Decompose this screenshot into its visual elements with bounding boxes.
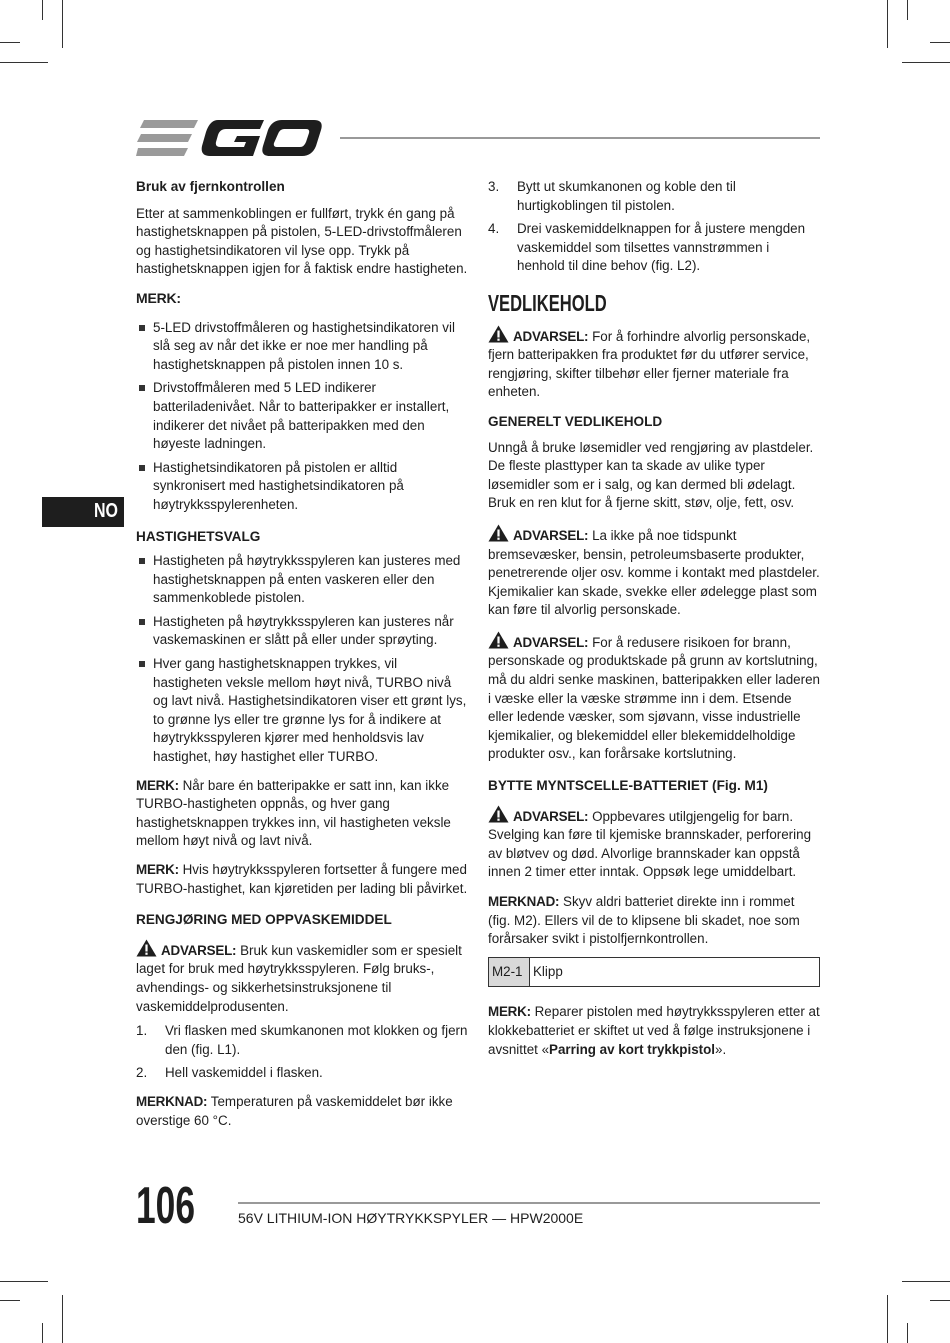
left-column	[136, 178, 468, 1130]
crop-mark	[907, 0, 908, 20]
crop-mark	[907, 1323, 908, 1343]
merknad-text: Skyv aldri batteriet direkte inn i rommet (fig. M2). Ellers vil de to klipsene bli skadet, noe som forårsaker svikt i pistolfjernkontrollen.	[488, 894, 800, 947]
warning-2	[488, 524, 820, 620]
warning-triangle-icon	[488, 805, 509, 823]
clean-warning-text: Bruk kun vaskemidler som er spesielt laget for bruk med høytrykksspyleren. Følg bruks-, avhendings- og sikkerhetsinstruksjonene til vaskemiddelprodusenten.	[136, 942, 462, 1014]
crop-mark	[42, 1323, 43, 1343]
step-text: Bytt ut skumkanonen og koble den til hurtigkoblingen til pistolen.	[517, 179, 736, 213]
list-item: Hastigheten på høytrykksspyleren kan justeres med hastighetsknappen på enten vaskeren eller den sammenkoblede pistolen.	[136, 552, 468, 608]
merk-paragraph	[488, 1003, 820, 1059]
step-number: 1.	[136, 1023, 148, 1039]
coin-battery-title: BYTTE MYNTSCELLE-BATTERIET (Fig. M1)	[488, 778, 768, 794]
list-item	[136, 1022, 468, 1059]
step-text: Drei vaskemiddelknappen for å justere mengden vaskemiddel som tilsettes vannstrømmen i henhold til dine behov (fig. L2).	[517, 221, 806, 274]
page-number: 106	[136, 1177, 196, 1235]
warning-1	[488, 325, 820, 402]
ego-logo-mark	[136, 118, 322, 158]
warning-triangle-icon	[488, 325, 509, 343]
step-text: Vri flasken med skumkanonen mot klokken og fjern den (fig. L1).	[165, 1023, 468, 1057]
warning-triangle-icon	[488, 631, 509, 649]
warning-2-label: ADVARSEL:	[513, 527, 589, 543]
list-item: 5-LED drivstoffmåleren og hastighetsindikatoren vil slå seg av når det ikke er noe mer handling på hastighetsknappen på pistolen innen 10 s.	[136, 319, 468, 375]
list-item	[488, 178, 820, 215]
clean-steps	[136, 1022, 468, 1083]
part-label: Klipp	[530, 957, 820, 987]
remote-title: Bruk av fjernkontrollen	[136, 179, 285, 194]
merk-label: MERK:	[488, 1004, 531, 1020]
crop-mark	[887, 1295, 888, 1343]
footer-rule	[238, 1202, 820, 1204]
header-rule	[340, 137, 820, 139]
ego-logo	[136, 118, 322, 158]
clean-warning-label: ADVARSEL:	[161, 942, 237, 958]
merknad-label: MERKNAD:	[488, 894, 560, 909]
crop-mark	[0, 1300, 20, 1301]
crop-mark	[0, 1281, 48, 1282]
footer-product: 56V LITHIUM-ION HØYTRYKKSPYLER — HPW2000E	[238, 1210, 584, 1226]
merk3-label: MERK:	[136, 862, 179, 877]
list-item	[136, 1064, 468, 1083]
warning-3-text: For å redusere risikoen for brann, personskade og produktskade på grunn av kortslutning, må du aldri senke maskinen, batteripakken eller laderen i væske eller la væske strømme inn i dem. Etsende eller ledende væsker, som sjøvann, visse industrielle kjemikalier, og blekemiddel eller blekemiddelholdige produkter osv., kan forårsake kortslutning.	[488, 634, 820, 762]
speed-bullet-list	[136, 552, 468, 767]
list-item: Hver gang hastighetsknappen trykkes, vil hastigheten veksle mellom høyt nivå, TURBO nivå og lavt nivå. Hastighetsindikatoren viser ett grønt lys, to grønne lys eller tre grønne lys for å indikere at høytrykksspyleren kjører med henholdsvis lav hastighet, høy hastighet eller TURBO.	[136, 655, 468, 767]
language-tab-label: NO	[94, 500, 118, 522]
warning-triangle-icon	[136, 939, 157, 957]
clean-warning	[136, 939, 468, 1016]
crop-mark	[62, 0, 63, 48]
right-steps	[488, 178, 820, 276]
step-text: Hell vaskemiddel i flasken.	[165, 1065, 323, 1081]
warning-4	[488, 805, 820, 882]
crop-mark	[902, 62, 950, 63]
merk3-paragraph	[136, 861, 468, 898]
crop-mark	[930, 42, 950, 43]
merk2-paragraph	[136, 777, 468, 851]
merk3-text: Hvis høytrykksspyleren fortsetter å fungere med TURBO-hastighet, kan kjøretiden per lading bli påvirket.	[136, 862, 468, 896]
general-text: Unngå å bruke løsemidler ved rengjøring av plastdeler. De fleste plasttyper kan ta skade av ulike typer løsemidler som er i salg, og kan dermed bli ødelagt. Bruk en ren klut for å fjerne skitt, støv, olje, fett, osv.	[488, 439, 814, 511]
warning-1-text: For å forhindre alvorlig personskade, fjern batteripakken fra produktet før du utfører service, rengjøring, skifter tilbehør eller fjerner materiale fra enheten.	[488, 328, 811, 400]
crop-mark	[62, 1295, 63, 1343]
warning-triangle-icon	[488, 524, 509, 542]
speed-title: HASTIGHETSVALG	[136, 528, 261, 544]
step-number: 4.	[488, 221, 500, 237]
merk-text-post: ».	[715, 1041, 727, 1057]
right-column	[488, 178, 820, 1059]
crop-mark	[887, 0, 888, 48]
merk-text-pre: Reparer pistolen med høytrykksspyleren etter at klokkebatteriet er skiftet ut ved å følge instruksjonene i avsnittet «	[488, 1004, 820, 1057]
warning-3	[488, 631, 820, 764]
merk-text-bold: Parring av kort trykkpistol	[549, 1041, 715, 1057]
merk-bullet-list	[136, 319, 468, 515]
crop-mark	[930, 1300, 950, 1301]
parts-table	[488, 957, 820, 988]
warning-3-label: ADVARSEL:	[513, 634, 589, 650]
merknad-text: Temperaturen på vaskemiddelet bør ikke overstige 60 °C.	[136, 1093, 453, 1128]
warning-2-text: La ikke på noe tidspunkt bremsevæsker, bensin, petroleumsbaserte produkter, penetrerende oljer osv. komme i kontakt med plastdeler. Kjemikalier kan skade, svekke eller ødelegge plast som kan føre til alvorlig personskade.	[488, 527, 820, 618]
merk2-label: MERK:	[136, 777, 179, 793]
crop-mark	[0, 42, 20, 43]
general-title: GENERELT VEDLIKEHOLD	[488, 413, 663, 429]
warning-1-label: ADVARSEL:	[513, 328, 589, 344]
list-item: Hastighetsindikatoren på pistolen er alltid synkronisert med hastighetsindikatoren på høytrykksspylerenheten.	[136, 459, 468, 515]
table-row	[489, 957, 820, 987]
warning-4-text: Oppbevares utilgjengelig for barn. Svelging kan føre til kjemiske brannskader, perforering av bløtvev og død. Alvorlige brannskader kan oppstå innen 2 timer etter inntak. Oppsøk lege umiddelbart.	[488, 808, 812, 880]
merknad-paragraph	[488, 893, 820, 949]
remote-text: Etter at sammenkoblingen er fullført, trykk én gang på hastighetsknappen på pistolen, 5-LED-drivstoffmåleren og hastighetsindikatoren vil lyse opp. Trykk på hastighetsknappen igjen for å faktisk endre hastigheten.	[136, 205, 468, 277]
merk-label: MERK:	[136, 289, 181, 306]
list-item	[488, 220, 820, 276]
language-tab	[42, 497, 124, 527]
maintenance-title: VEDLIKEHOLD	[488, 289, 607, 316]
merknad-paragraph	[136, 1093, 468, 1130]
part-code: M2-1	[489, 957, 530, 987]
step-number: 2.	[136, 1065, 148, 1081]
list-item: Drivstoffmåleren med 5 LED indikerer batteriladenivået. Når to batteripakker er installert, indikerer det nivået på batteripakken med den høyeste ladningen.	[136, 379, 468, 453]
step-number: 3.	[488, 179, 500, 194]
clean-title: RENGJØRING MED OPPVASKEMIDDEL	[136, 912, 392, 928]
merk2-text: Når bare én batteripakke er satt inn, kan ikke TURBO-hastigheten oppnås, og hver gang hastighetsknappen trykkes inn, vil hastigheten veksle mellom høyt nivå og lavt nivå.	[136, 777, 451, 849]
warning-4-label: ADVARSEL:	[513, 808, 589, 824]
crop-mark	[0, 62, 48, 63]
crop-mark	[42, 0, 43, 20]
merknad-label: MERKNAD:	[136, 1093, 208, 1109]
list-item: Hastigheten på høytrykksspyleren kan justeres når vaskemaskinen er slått på eller under sprøyting.	[136, 613, 468, 650]
crop-mark	[902, 1281, 950, 1282]
